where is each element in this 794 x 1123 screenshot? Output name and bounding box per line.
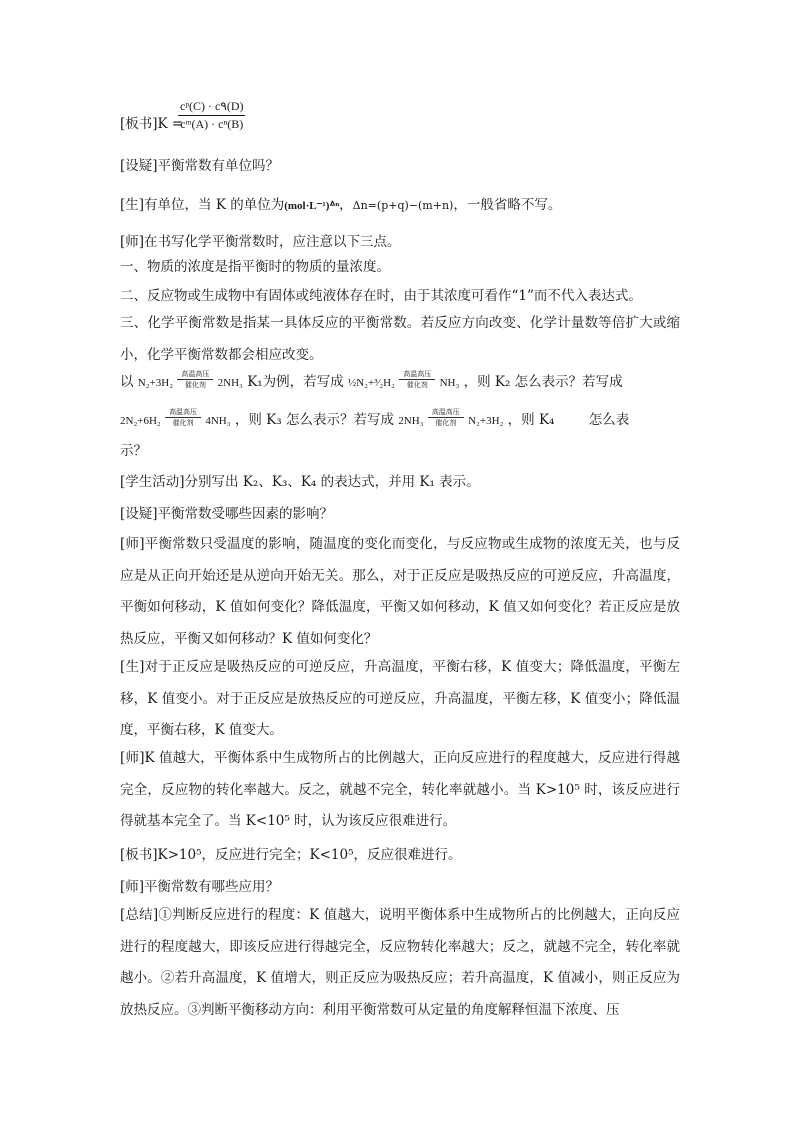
example-text-5: 怎么表: [588, 412, 630, 428]
point-two: 二、反应物或生成物中有固体或纯液体存在时，由于其浓度可看作“1”而不代入表达式。: [120, 288, 642, 304]
equilibrium-arrow: 高温高压 催化剂: [177, 370, 213, 389]
example-text-1: K₁为例，若写成: [247, 374, 344, 390]
point-one: 一、物质的浓度是指平衡时的物质的量浓度。: [120, 259, 390, 275]
example-text-2: ，则 K₂ 怎么表示？若写成: [463, 374, 623, 390]
board-tag: [板书]K =: [120, 116, 184, 132]
reaction-4-product: N₂+3H₂: [468, 415, 504, 427]
formula-denominator: cᵐ(A) · cⁿ(B): [180, 117, 244, 131]
answer-unit-post: ，一般省略不写。: [453, 197, 562, 213]
teacher-factors: [师]平衡常数只受温度的影响，随温度的变化而变化，与反应物或生成物的浓度无关，也与反应是从正向开始还是从逆向开始无关。那么，对于正反应是吸热反应的可逆反应，升高温度，平衡如何移动，K 值如何变化？降低温度，平衡又如何移动，K 值又如何变化？若正反应是放热反应，平衡又如何移动？K 值如何变化？: [120, 536, 680, 647]
summary-applications: [总结]①判断反应进行的程度：K 值越大，说明平衡体系中生成物所占的比例越大，正向反应进行的程度越大，即该反应进行得越完全，反应物转化率越大；反之，就越不完全，转化率就越小。②若升高温度，K 值增大，则正反应为吸热反应；若升高温度，K 值减小，则正反应为放热反应。③判断平衡移动方向：利用平衡常数可从定量的角度解释恒温下浓度、压: [120, 907, 680, 1018]
reaction-3-product: 4NH₃: [205, 415, 231, 427]
example-line-1: [120, 370, 680, 392]
unit-expression: (mol·L⁻¹)ᐞⁿ: [284, 200, 340, 212]
reaction-4: 2NH₃: [398, 415, 424, 427]
equilibrium-arrow: 高温高压 催化剂: [428, 408, 464, 427]
teacher-three-points: [师]在书写化学平衡常数时，应注意以下三点。: [120, 234, 401, 250]
equilibrium-arrow: 高温高压 催化剂: [399, 370, 435, 389]
point-three: 三、化学平衡常数是指某一具体反应的平衡常数。若反应方向改变、化学计量数等倍扩大或缩小，化学平衡常数都会相应改变。: [120, 315, 680, 363]
student-answer-factors: [生]对于正反应是吸热反应的可逆反应，升高温度，平衡右移，K 值变大；降低温度，平衡左移，K 值变小。对于正反应是放热反应的可逆反应，升高温度，平衡左移，K 值变小；降低温度，平衡右移，K 值变大。: [120, 659, 680, 738]
reaction-2-product: NH₃: [439, 377, 460, 389]
teacher-applications: [师]平衡常数有哪些应用？: [120, 879, 280, 895]
question-unit: [设疑]平衡常数有单位吗？: [120, 158, 280, 174]
example-line-3: 示？: [120, 443, 147, 459]
formula-fraction: [178, 98, 245, 133]
delta-n-expression: Δn=(p+q)−(m+n): [352, 199, 454, 212]
answer-unit-pre: [生]有单位，当 K 的单位为: [120, 197, 285, 213]
reaction-1-product: 2NH₃: [217, 377, 243, 389]
formula-numerator: cᵖ(C) · c۹(D): [178, 98, 245, 116]
question-factors: [设疑]平衡常数受哪些因素的影响？: [120, 506, 334, 522]
student-activity: [学生活动]分别写出 K₂、K₃、K₄ 的表达式，并用 K₁ 表示。: [120, 474, 480, 490]
answer-unit: [120, 190, 680, 223]
example-line-2: [120, 408, 680, 430]
answer-unit-sep: ，: [339, 197, 353, 213]
board-k-threshold: [板书]K>10⁵，反应进行完全；K<10⁵，反应很难进行。: [120, 847, 462, 863]
equilibrium-constant-formula: [120, 98, 680, 140]
example-lead: 以: [120, 374, 134, 390]
equilibrium-arrow: 高温高压 催化剂: [165, 408, 201, 427]
teacher-k-value: [师]K 值越大，平衡体系中生成物所占的比例越大，正向反应进行的程度越大，反应进行得越完全，反应物的转化率越大。反之，就越不完全，转化率就越小。当 K>10⁵ 时，该反应进行得就基本完全了。当 K<10⁵ 时，认为该反应很难进行。: [120, 750, 680, 829]
reaction-3: 2N₂+6H₂: [120, 415, 161, 427]
example-text-4: ，则 K₄: [507, 412, 555, 428]
example-text-3: ，则 K₃ 怎么表示？若写成: [234, 412, 394, 428]
reaction-2: ½N₂+³⁄₂H₂: [347, 377, 395, 389]
reaction-1: N₂+3H₂: [137, 377, 174, 389]
